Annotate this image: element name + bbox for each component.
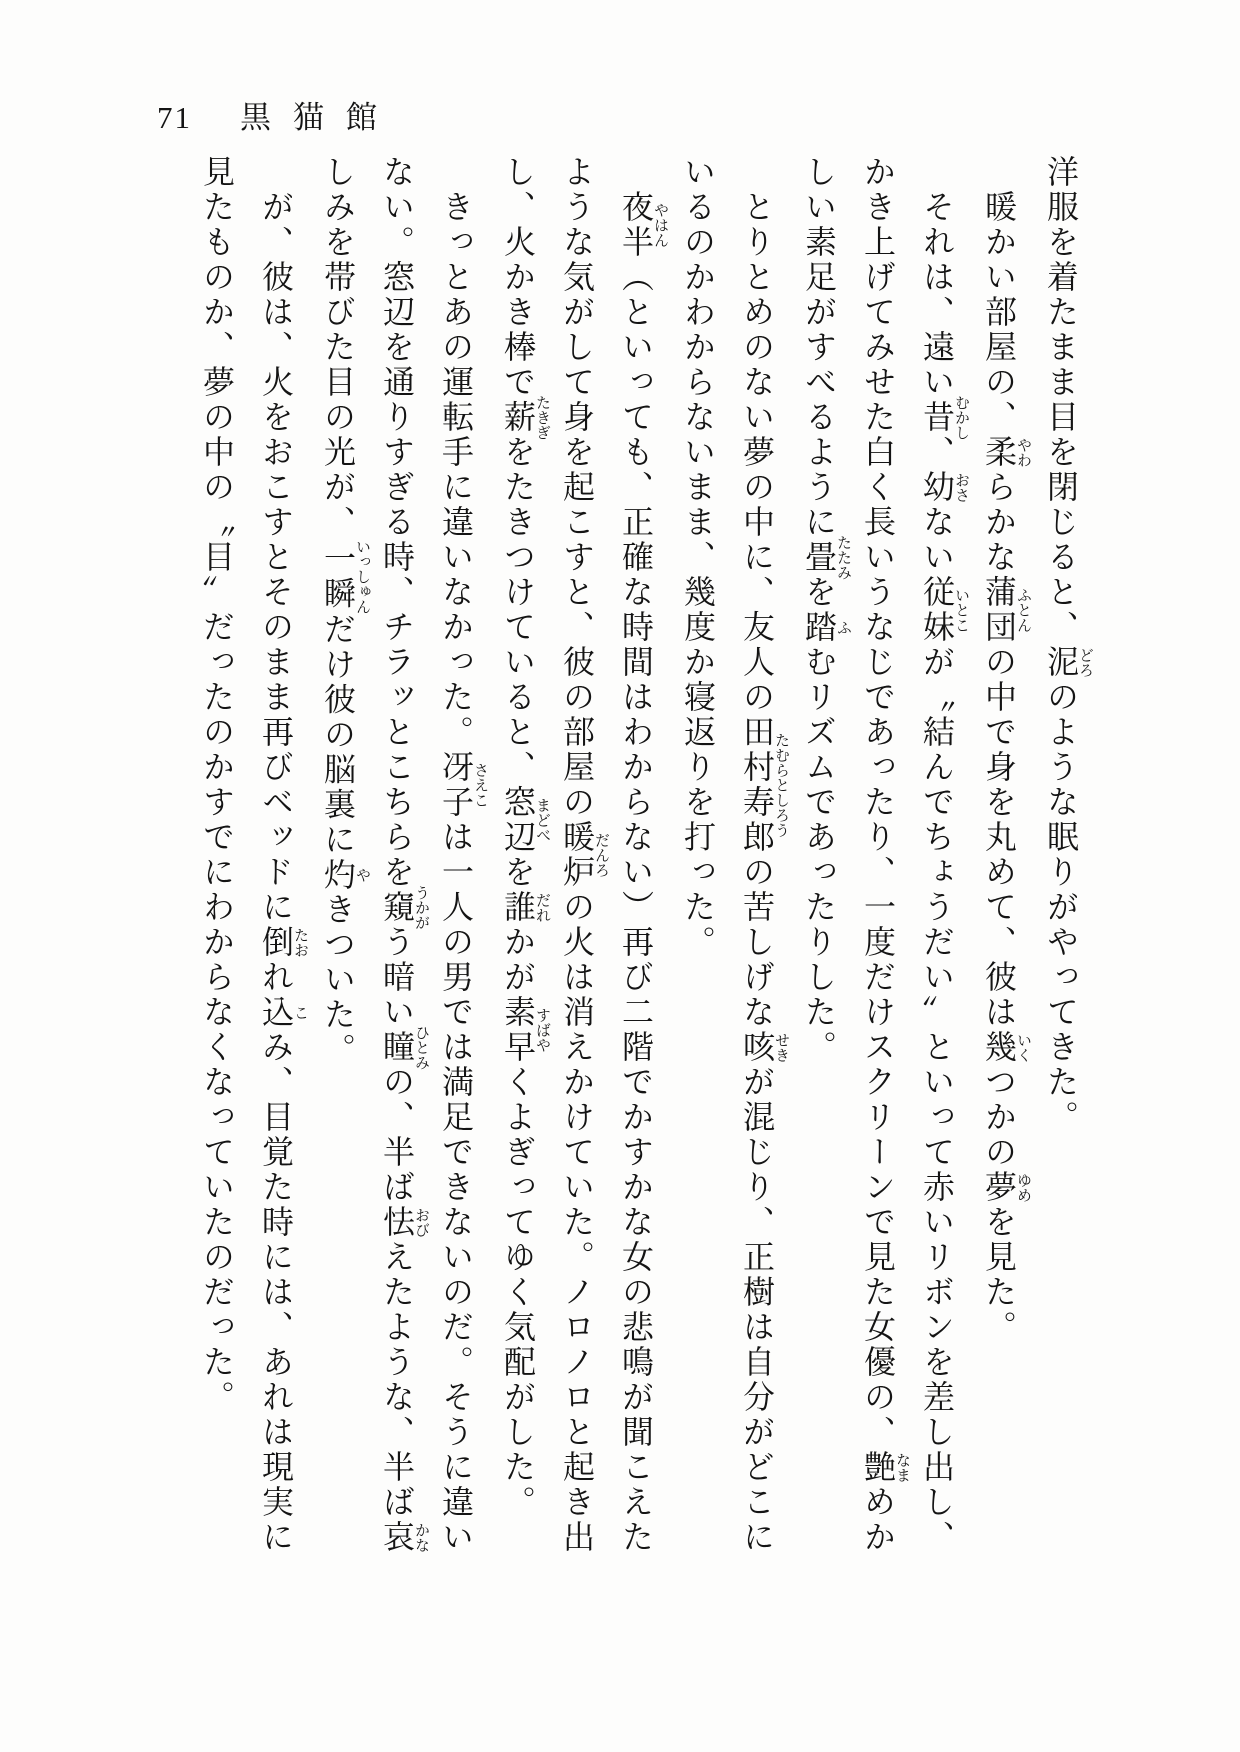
paragraph: とりとめのない夢の中に、友人の田村寿郎たむらとしろうの苦しげな咳せきが混じり、正樹は自分がどこにいるのかわからないまま、幾度か寝返りを打った。 (680, 155, 789, 1555)
ruby-annotated-word: 灼や (320, 857, 370, 893)
ruby-annotated-word: 柔やわ (981, 435, 1031, 470)
furigana: たきぎ (534, 395, 550, 440)
page-header (157, 92, 399, 137)
ruby-annotated-word: 踏ふ (801, 610, 851, 645)
paragraph: 夜半やはん（といっても、正確な時間はわからない）再び二階でかすかな女の悲鳴が聞こえたような気がして身を起こすと、彼の部屋の暖炉だんろの火は消えかけていた。ノロノロと起き出し、火かき棒で薪たきぎをたきつけていると、窓辺まどべを誰だれかが素早すばやくよぎってゆく気配がした。 (500, 155, 668, 1555)
furigana: やはん (652, 190, 668, 260)
ruby-annotated-word: 込こ (258, 995, 308, 1030)
furigana: だんろ (593, 820, 609, 890)
furigana: ふ (835, 610, 851, 645)
paragraph: きっとあの運転手に違いなかった。冴子さえこは一人の男では満足できないのだ。そうに違いない。窓辺を通りすぎる時、チラッとこちらを窺うかがう暗い瞳ひとみの、半ば怯おびえたような、半ば哀かなしみを帯びた目の光が、一瞬いっしゅんだけ彼の脳裏に灼やきついた。 (320, 155, 488, 1555)
furigana: なま (894, 1450, 910, 1485)
ruby-annotated-word: 艶なま (860, 1450, 910, 1485)
furigana: いく (1015, 1030, 1031, 1065)
furigana: うかが (413, 885, 429, 930)
furigana: むかし (953, 395, 969, 440)
furigana: おび (413, 1205, 429, 1240)
furigana: どろ (1077, 645, 1093, 680)
ruby-annotated-word: 誰だれ (500, 890, 550, 925)
page-number: 71 (157, 100, 192, 135)
ruby-annotated-word: 哀かな (379, 1520, 429, 1555)
ruby-annotated-word: 夜半やはん (618, 190, 668, 260)
ruby-annotated-word: 泥どろ (1043, 645, 1093, 680)
ruby-annotated-word: 窺うかが (379, 885, 429, 930)
furigana: ゆめ (1015, 1170, 1031, 1205)
ruby-annotated-word: 暖炉だんろ (559, 820, 609, 890)
ruby-annotated-word: 一瞬いっしゅん (320, 538, 370, 614)
furigana: まどべ (534, 785, 550, 855)
ruby-annotated-word: 瞳ひとみ (379, 1025, 429, 1070)
furigana: すばや (534, 995, 550, 1065)
ruby-annotated-word: 畳たたみ (801, 535, 851, 580)
ruby-annotated-word: 素早すばや (500, 995, 550, 1065)
furigana: かな (413, 1520, 429, 1555)
furigana: ふとん (1015, 575, 1031, 645)
paragraph: それは、遠い昔むかし、幼おさない従妹いとこが〝結んでちょうだい〟といって赤いリボンを差し出し、かき上げてみせた白く長いうなじであったり、一度だけスクリーンで見た女優の、艶なまめかしい素足がすべるように畳たたみを踏ふむリズムであったりした。 (801, 155, 969, 1555)
furigana: いとこ (953, 575, 969, 645)
ruby-annotated-word: 幼おさ (919, 470, 969, 505)
paragraph: が、彼は、火をおこすとそのまま再びベッドに倒たおれ込こみ、目覚た時には、あれは現実に見たものか、夢の中の〝目〟だったのかすでにわからなくなっていたのだった。 (199, 155, 308, 1555)
text-body (187, 155, 1093, 1557)
ruby-annotated-word: 怯おび (379, 1205, 429, 1240)
ruby-annotated-word: 冴子さえこ (438, 750, 488, 820)
furigana: こ (292, 995, 308, 1030)
furigana: だれ (534, 890, 550, 925)
paragraph: 暖かい部屋の、柔やわらかな蒲団ふとんの中で身を丸めて、彼は幾いくつかの夢ゆめを見た。 (981, 190, 1031, 1345)
furigana: や (354, 857, 370, 893)
ruby-annotated-word: 田村寿郎たむらとしろう (739, 715, 789, 855)
furigana: いっしゅん (354, 538, 370, 614)
ruby-annotated-word: 昔むかし (919, 395, 969, 440)
furigana: たむらとしろう (773, 715, 789, 855)
ruby-annotated-word: 倒たお (258, 925, 308, 960)
ruby-annotated-word: 薪たきぎ (500, 395, 550, 440)
ruby-annotated-word: 蒲団ふとん (981, 575, 1031, 645)
ruby-annotated-word: 咳せき (739, 1030, 789, 1065)
furigana: さえこ (472, 750, 488, 820)
ruby-annotated-word: 従妹いとこ (919, 575, 969, 645)
furigana: やわ (1015, 435, 1031, 470)
furigana: ひとみ (413, 1025, 429, 1070)
furigana: たたみ (835, 535, 851, 580)
ruby-annotated-word: 幾いく (981, 1030, 1031, 1065)
paragraph: 洋服を着たまま目を閉じると、泥どろのような眠りがやってきた。 (1043, 155, 1093, 1135)
furigana: せき (773, 1030, 789, 1065)
furigana: おさ (953, 470, 969, 505)
ruby-annotated-word: 夢ゆめ (981, 1170, 1031, 1205)
furigana: たお (292, 925, 308, 960)
ruby-annotated-word: 窓辺まどべ (500, 785, 550, 855)
book-title: 黒猫館 (240, 100, 399, 135)
